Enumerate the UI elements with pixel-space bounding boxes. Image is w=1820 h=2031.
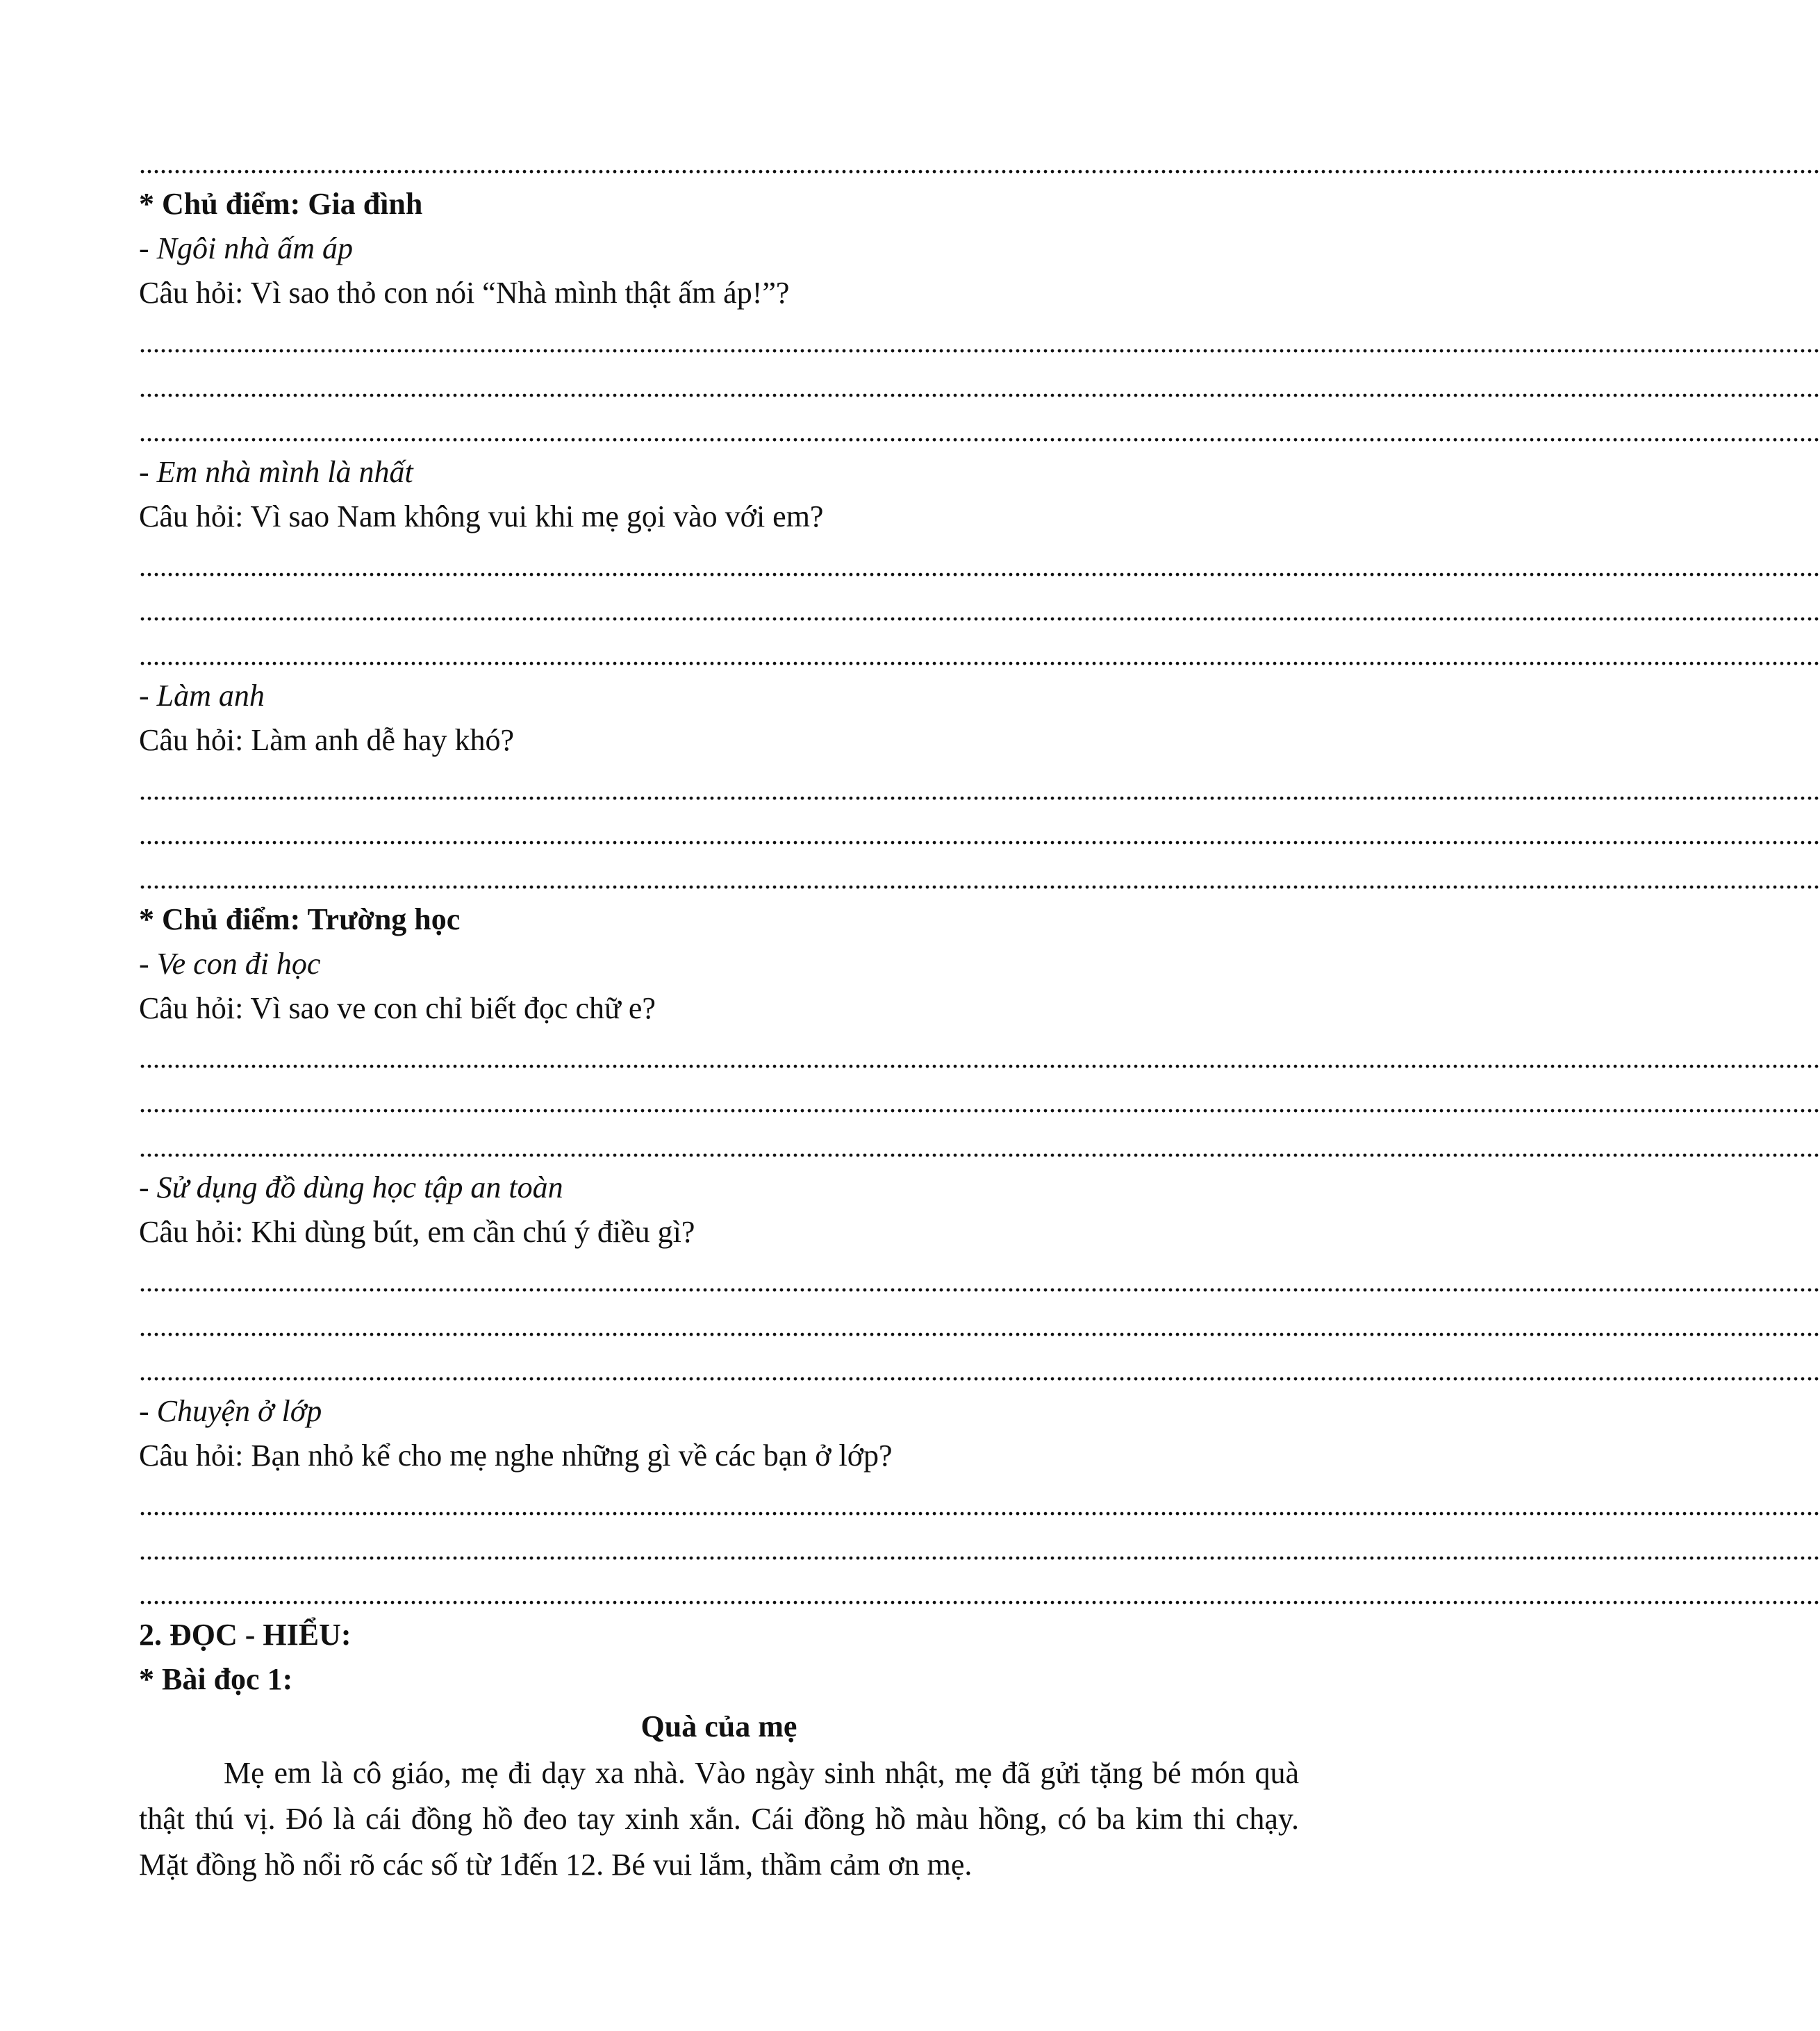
lesson-title: - Sử dụng đồ dùng học tập an toàn: [139, 1170, 563, 1204]
lesson-question: Câu hỏi: Khi dùng bút, em cần chú ý điều gì?: [139, 1215, 695, 1249]
answer-line: ..................................................................................................................................................................................................................................................: [139, 595, 1820, 627]
section-heading-truong-hoc: * Chủ điểm: Trường học: [139, 902, 461, 936]
answer-line: ..................................................................................................................................................................................................................................................: [139, 372, 1820, 403]
answer-line: ..................................................................................................................................................................................................................................................: [139, 551, 1820, 582]
answer-line: ..................................................................................................................................................................................................................................................: [139, 148, 1820, 179]
reading-paragraph: Mẹ em là cô giáo, mẹ đi dạy xa nhà. Vào ngày sinh nhật, mẹ đã gửi tặng bé món quà thật thú vị. Đó là cái đồng hồ đeo tay xinh xắn. Cái đồng hồ màu hồng, có ba kim thi chạy. Mặt đồng hồ nổi rõ các số từ 1đến 12. Bé vui lắm, thầm cảm ơn mẹ.: [139, 1756, 1299, 1882]
lesson-title: - Ve con đi học: [139, 947, 321, 981]
answer-line: ..................................................................................................................................................................................................................................................: [139, 819, 1820, 850]
lesson-question: Câu hỏi: Vì sao thỏ con nói “Nhà mình thật ấm áp!”?: [139, 276, 790, 310]
lesson-title: - Chuyện ở lớp: [139, 1394, 322, 1428]
reading-title: Quà của mẹ: [640, 1709, 797, 1743]
lesson-title: - Làm anh: [139, 679, 265, 713]
answer-line: ..................................................................................................................................................................................................................................................: [139, 327, 1820, 358]
lesson-question: Câu hỏi: Làm anh dễ hay khó?: [139, 723, 515, 757]
answer-line: ..................................................................................................................................................................................................................................................: [139, 1266, 1820, 1298]
reading-heading: 2. ĐỌC - HIỂU:: [139, 1618, 351, 1652]
reading-sub-heading: * Bài đọc 1:: [139, 1662, 293, 1696]
answer-line: ..................................................................................................................................................................................................................................................: [139, 1043, 1820, 1074]
answer-line: ..................................................................................................................................................................................................................................................: [139, 1311, 1820, 1342]
answer-line: ..................................................................................................................................................................................................................................................: [139, 640, 1820, 671]
answer-line: ..................................................................................................................................................................................................................................................: [139, 1579, 1820, 1610]
answer-line: ..................................................................................................................................................................................................................................................: [139, 1490, 1820, 1521]
lesson-question: Câu hỏi: Vì sao Nam không vui khi mẹ gọi vào với em?: [139, 499, 824, 533]
answer-line: ..................................................................................................................................................................................................................................................: [139, 1355, 1820, 1386]
answer-line: ..................................................................................................................................................................................................................................................: [139, 863, 1820, 895]
answer-line: ..................................................................................................................................................................................................................................................: [139, 774, 1820, 806]
lesson-question: Câu hỏi: Bạn nhỏ kể cho mẹ nghe những gì về các bạn ở lớp?: [139, 1439, 893, 1473]
answer-line: ..................................................................................................................................................................................................................................................: [139, 1534, 1820, 1566]
lesson-question: Câu hỏi: Vì sao ve con chỉ biết đọc chữ e?: [139, 991, 656, 1025]
answer-line: ..................................................................................................................................................................................................................................................: [139, 1087, 1820, 1118]
lesson-title: - Ngôi nhà ấm áp: [139, 231, 353, 265]
section-heading-gia-dinh: * Chủ điểm: Gia đình: [139, 187, 423, 221]
lesson-title: - Em nhà mình là nhất: [139, 455, 413, 489]
answer-line: ..................................................................................................................................................................................................................................................: [139, 416, 1820, 447]
answer-line: ..................................................................................................................................................................................................................................................: [139, 1131, 1820, 1163]
